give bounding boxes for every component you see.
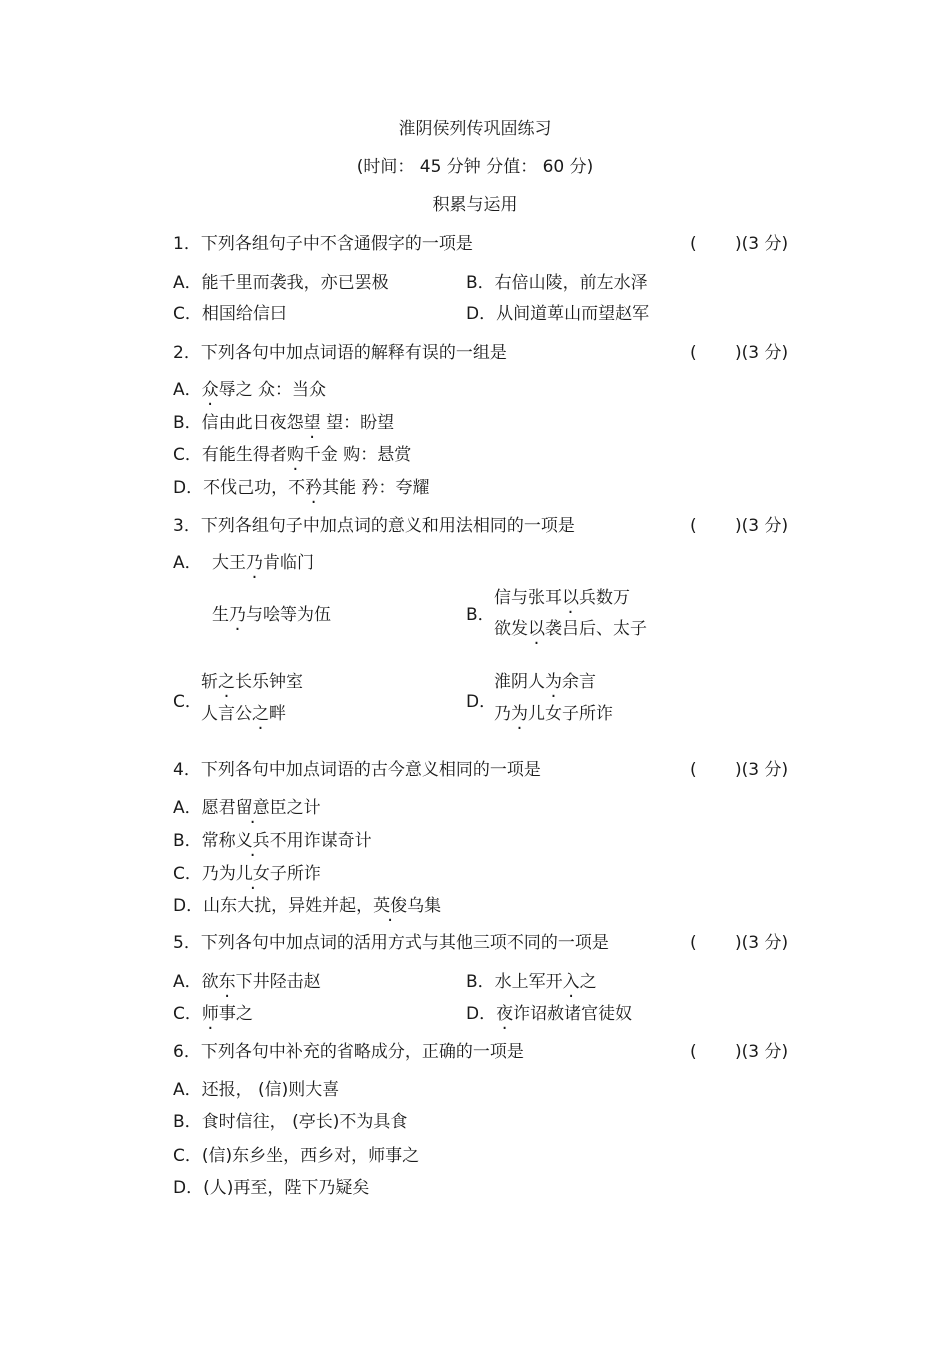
question-4-points: )(3 分) bbox=[735, 760, 789, 780]
question-6-option-a: A．还报， (信)则大喜 bbox=[173, 1080, 340, 1100]
question-3-option-c-label: C． bbox=[173, 692, 202, 712]
dotted-word: 儿女 bbox=[235, 864, 270, 884]
question-4-option-c: C．乃为儿女子所诈 bbox=[173, 864, 321, 884]
question-6-stem: 6．下列各句中补充的省略成分，正确的一项是 bbox=[173, 1042, 524, 1062]
dotted-word: 乃 bbox=[229, 605, 246, 625]
question-2-option-b: B．信由此日夜怨望 望：盼望 bbox=[173, 413, 395, 433]
dotted-word: 之 bbox=[252, 704, 269, 724]
dotted-word: 师 bbox=[201, 1004, 219, 1024]
question-5-option-d: D．夜诈诏赦诸官徒奴 bbox=[466, 1004, 633, 1024]
question-3-option-b-label: B． bbox=[466, 605, 495, 625]
question-4-option-d: D．山东大扰，异姓并起，英俊乌集 bbox=[173, 896, 442, 916]
dotted-word: 以 bbox=[528, 619, 545, 639]
dotted-word: 望 bbox=[303, 413, 321, 433]
dotted-word: 之 bbox=[218, 672, 235, 692]
dotted-word: 英俊 bbox=[373, 896, 408, 916]
question-1-stem: 1．下列各组句子中不含通假字的一项是 bbox=[173, 234, 473, 254]
question-4-stem: 4．下列各句中加点词语的古今意义相同的一项是 bbox=[173, 760, 541, 780]
dotted-word: 购 bbox=[286, 445, 304, 465]
question-1-bracket: ( bbox=[690, 234, 697, 254]
question-2-points: )(3 分) bbox=[735, 343, 789, 363]
dotted-word: 矜 bbox=[305, 478, 323, 498]
dotted-word: 入 bbox=[562, 972, 580, 992]
question-5-stem: 5．下列各句中加点词的活用方式与其他三项不同的一项是 bbox=[173, 933, 609, 953]
question-3-option-a-label: A． bbox=[173, 553, 202, 573]
question-5-option-c: C．师事之 bbox=[173, 1004, 253, 1024]
page-title: 淮阴侯列传巩固练习 bbox=[398, 119, 552, 139]
question-2-bracket: ( bbox=[690, 343, 697, 363]
question-4-option-b: B．常称义兵不用诈谋奇计 bbox=[173, 831, 372, 851]
dotted-word: 为 bbox=[545, 672, 562, 692]
question-6-bracket: ( bbox=[690, 1042, 697, 1062]
dotted-word: 以 bbox=[562, 588, 579, 608]
question-4-bracket: ( bbox=[690, 760, 697, 780]
question-2-option-a: A．众辱之 众：当众 bbox=[173, 380, 327, 400]
question-3-option-c-line-1: 斩之长乐钟室 bbox=[201, 672, 303, 692]
dotted-word: 众 bbox=[201, 380, 219, 400]
question-5-option-b: B．水上军开入之 bbox=[466, 972, 597, 992]
question-3-option-a-line-1: 大王乃肯临门 bbox=[212, 553, 314, 573]
question-5-option-a: A．欲东下井陉击赵 bbox=[173, 972, 321, 992]
question-2-option-c: C．有能生得者购千金 购：悬赏 bbox=[173, 445, 412, 465]
dotted-word: 留意 bbox=[235, 798, 270, 818]
section-heading: 积累与运用 bbox=[432, 195, 518, 215]
question-3-points: )(3 分) bbox=[735, 516, 789, 536]
question-2-stem: 2．下列各句中加点词语的解释有误的一组是 bbox=[173, 343, 507, 363]
question-1-points: )(3 分) bbox=[735, 234, 789, 254]
question-3-option-b-line-2: 欲发以袭吕后、太子 bbox=[494, 619, 647, 639]
question-2-option-d: D．不伐己功，不矜其能 矜：夸耀 bbox=[173, 478, 430, 498]
question-1-option-a: A．能千里而袭我，亦已罢极 bbox=[173, 273, 389, 293]
question-1-option-b: B．右倍山陵，前左水泽 bbox=[466, 273, 648, 293]
dotted-word: 义兵 bbox=[235, 831, 270, 851]
question-5-bracket: ( bbox=[690, 933, 697, 953]
question-3-option-b-line-1: 信与张耳以兵数万 bbox=[494, 588, 630, 608]
question-6-option-d: D．(人)再至，陛下乃疑矣 bbox=[173, 1178, 370, 1198]
question-3-option-c-line-2: 人言公之畔 bbox=[201, 704, 286, 724]
question-3-option-a-line-2: 生乃与哙等为伍 bbox=[212, 605, 331, 625]
question-5-points: )(3 分) bbox=[735, 933, 789, 953]
question-1-option-c: C．相国给信曰 bbox=[173, 304, 287, 324]
page-subtitle: (时间： 45 分钟 分值： 60 分) bbox=[356, 157, 594, 177]
question-3-option-d-label: D． bbox=[466, 692, 497, 712]
dotted-word: 乃 bbox=[246, 553, 263, 573]
question-3-option-d-line-2: 乃为儿女子所诈 bbox=[494, 704, 613, 724]
question-6-points: )(3 分) bbox=[735, 1042, 789, 1062]
question-6-option-c: C．(信)东乡坐，西乡对，师事之 bbox=[173, 1146, 420, 1166]
question-3-stem: 3．下列各组句子中加点词的意义和用法相同的一项是 bbox=[173, 516, 575, 536]
question-3-bracket: ( bbox=[690, 516, 697, 536]
question-1-option-d: D．从间道萆山而望赵军 bbox=[466, 304, 650, 324]
question-6-option-b: B．食时信往， (亭长)不为具食 bbox=[173, 1112, 408, 1132]
dotted-word: 东 bbox=[218, 972, 236, 992]
question-3-option-d-line-1: 淮阴人为余言 bbox=[494, 672, 596, 692]
dotted-word: 为 bbox=[511, 704, 528, 724]
question-4-option-a: A．愿君留意臣之计 bbox=[173, 798, 321, 818]
dotted-word: 夜 bbox=[496, 1004, 514, 1024]
